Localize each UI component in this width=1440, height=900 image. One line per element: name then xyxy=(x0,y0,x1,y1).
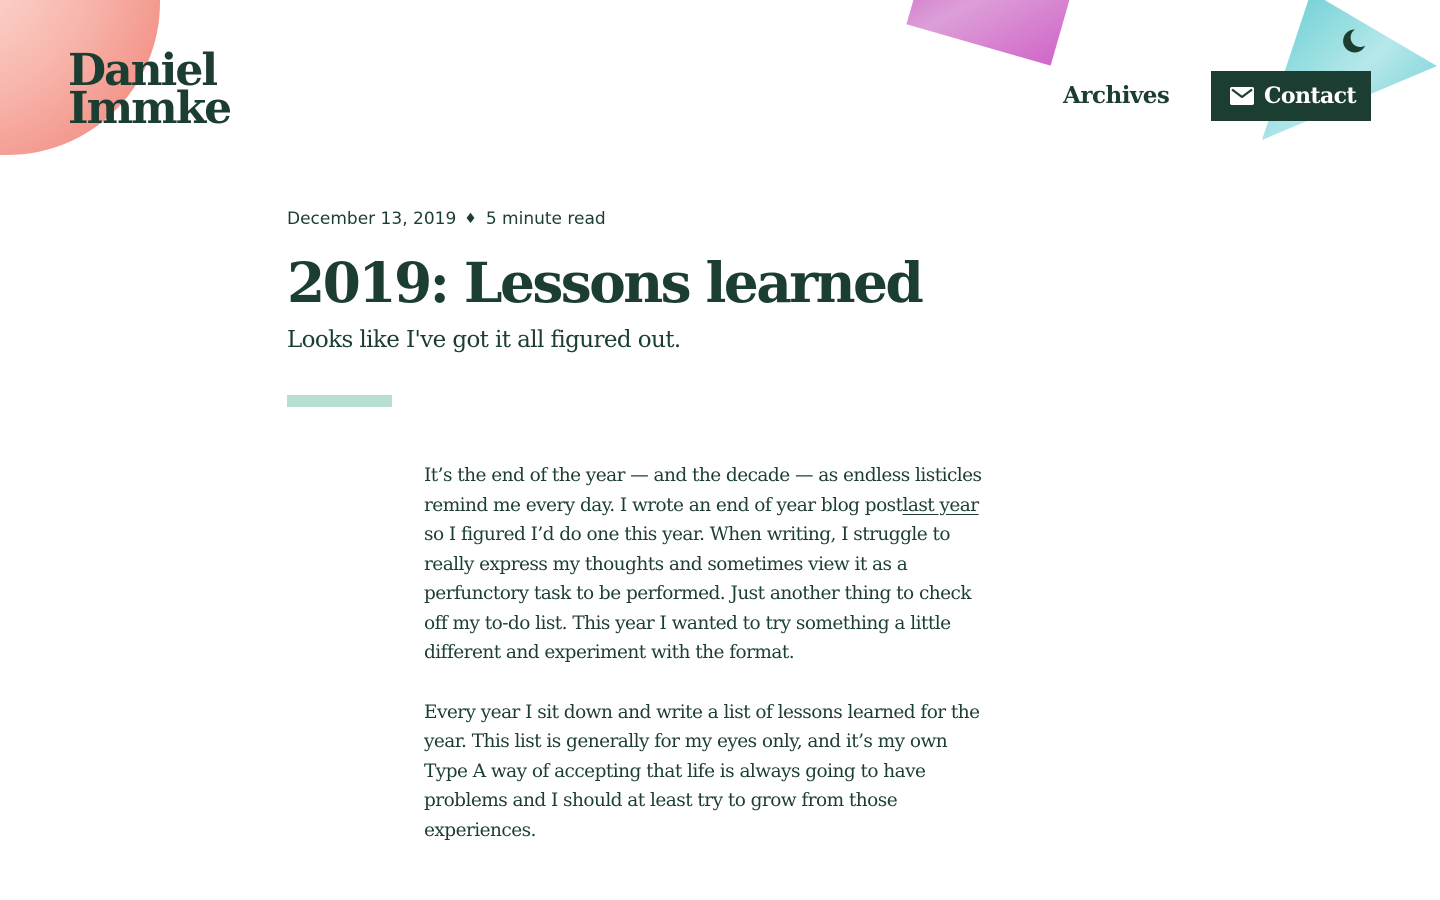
article-subtitle: Looks like I've got it all figured out. xyxy=(287,327,681,353)
article-paragraph xyxy=(424,698,1009,846)
paragraph-line: problems and I should at least try to grow from those xyxy=(424,790,898,811)
article-meta xyxy=(287,209,606,229)
diamond-icon: ♦ xyxy=(464,211,477,227)
moon-icon xyxy=(1338,26,1368,56)
contact-button[interactable] xyxy=(1211,71,1371,121)
decorative-square xyxy=(906,0,1079,66)
paragraph-line: really express my thoughts and sometimes view it as a xyxy=(424,553,908,575)
dark-mode-toggle[interactable] xyxy=(1338,26,1368,56)
nav-archives-link[interactable]: Archives xyxy=(1063,82,1170,109)
last-year-link[interactable]: last year xyxy=(902,494,979,516)
mail-icon xyxy=(1230,87,1254,105)
paragraph-line: perfunctory task to be performed. Just another thing to check xyxy=(424,583,971,604)
article-read-time: 5 minute read xyxy=(485,209,606,229)
article-title: 2019: Lessons learned xyxy=(287,250,922,315)
paragraph-line xyxy=(424,491,1009,521)
paragraph-line: year. This list is generally for my eyes only, and it’s my own xyxy=(424,731,948,752)
paragraph-line: different and experiment with the format. xyxy=(424,642,795,663)
article-date: December 13, 2019 xyxy=(287,209,457,229)
paragraph-line: Type A way of accepting that life is always going to have xyxy=(424,760,926,782)
paragraph-line: It’s the end of the year — and the decade — as endless listicles xyxy=(424,465,982,486)
article-paragraph xyxy=(424,461,1009,668)
paragraph-line: so I figured I’d do one this year. When writing, I struggle to xyxy=(424,524,950,545)
paragraph-line-text: remind me every day. I wrote an end of year blog post xyxy=(424,494,903,516)
article-body xyxy=(424,461,1009,875)
contact-button-label: Contact xyxy=(1264,83,1356,109)
title-divider xyxy=(287,395,392,407)
logo-first-name: Daniel xyxy=(68,45,217,96)
paragraph-line: experiences. xyxy=(424,819,536,841)
logo-last-name: Immke xyxy=(68,83,231,134)
paragraph-line: Every year I sit down and write a list of lessons learned for the xyxy=(424,701,980,723)
paragraph-line: off my to-do list. This year I wanted to try something a little xyxy=(424,612,951,634)
site-logo[interactable] xyxy=(68,45,231,134)
